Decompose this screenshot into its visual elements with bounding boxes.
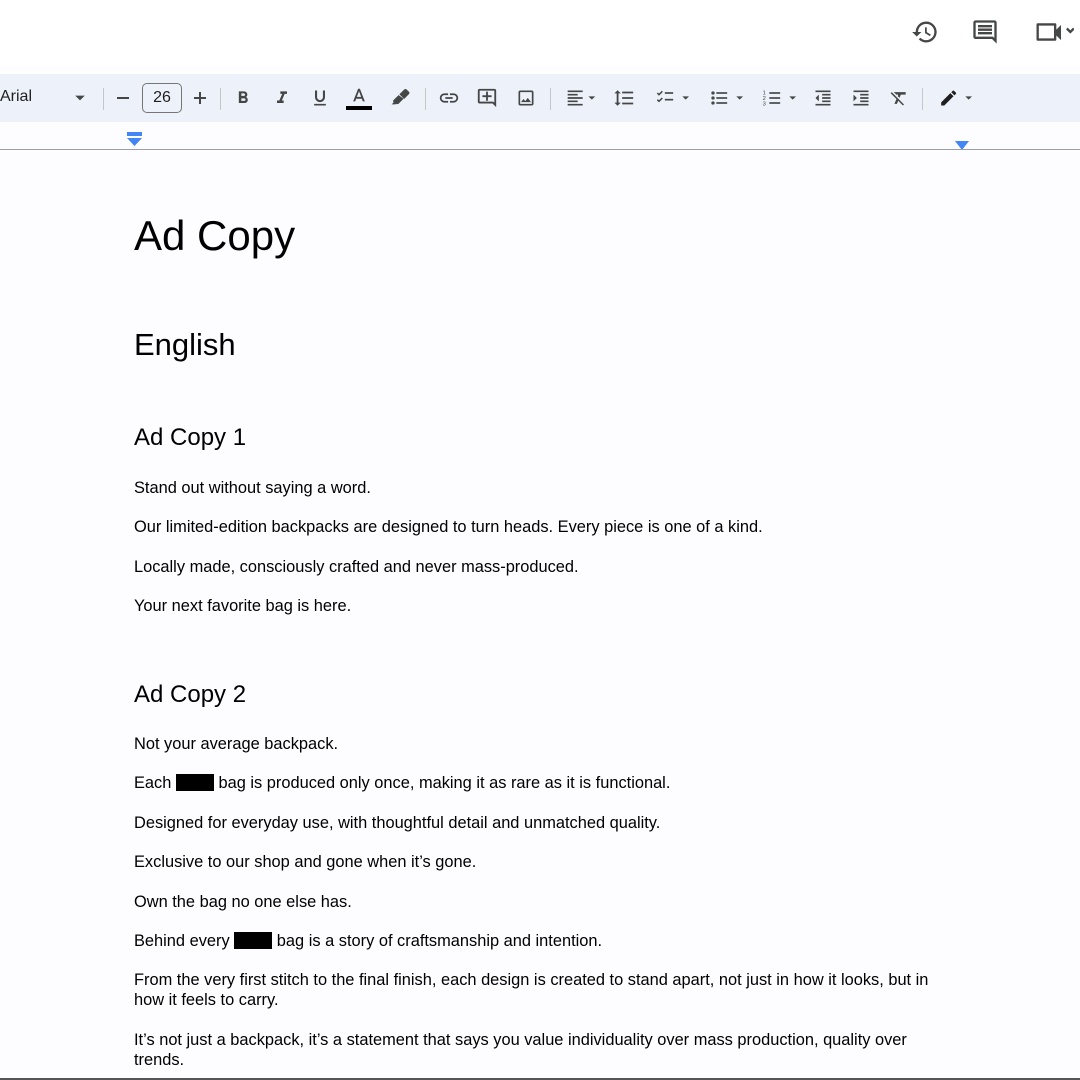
toolbar-divider — [425, 88, 426, 110]
ad1-line-2: Our limited-edition backpacks are designed to turn heads. Every piece is one of a kind. — [134, 518, 763, 536]
font-family-select[interactable]: Arial — [0, 88, 33, 105]
ad-copy-2-heading: Ad Copy 2 — [134, 681, 247, 708]
redaction-block — [176, 774, 214, 791]
toolbar-divider — [103, 88, 104, 110]
ad2-line-6-start: Behind every — [134, 932, 230, 950]
ad2-line-4: Exclusive to our shop and gone when it’s gone. — [134, 853, 477, 871]
ad-copy-1-heading: Ad Copy 1 — [134, 424, 247, 451]
editing-mode-icon[interactable] — [934, 84, 980, 112]
redaction-block — [234, 932, 272, 949]
decrease-indent-icon[interactable] — [811, 84, 835, 112]
ruler — [0, 122, 1080, 152]
ruler-baseline — [0, 149, 1080, 150]
ad2-line-6-end: bag is a story of craftsmanship and intention. — [276, 932, 603, 950]
comment-icon[interactable] — [969, 16, 1001, 48]
right-indent-marker-icon[interactable] — [955, 137, 969, 155]
numbered-list-icon[interactable] — [758, 84, 804, 112]
decrease-font-size-icon[interactable] — [112, 84, 134, 112]
document-title: Ad Copy — [134, 212, 296, 259]
bulleted-list-icon[interactable] — [705, 84, 751, 112]
section-heading-english: English — [134, 327, 236, 362]
font-size-input[interactable]: 26 — [142, 83, 182, 113]
ad2-line-3: Designed for everyday use, with thoughtful detail and unmatched quality. — [134, 814, 661, 832]
history-icon[interactable] — [909, 16, 941, 48]
ad1-line-1: Stand out without saying a word. — [134, 479, 371, 497]
increase-indent-icon[interactable] — [849, 84, 873, 112]
video-call-icon[interactable] — [1034, 16, 1080, 48]
insert-image-icon[interactable] — [514, 84, 538, 112]
ad2-line-5: Own the bag no one else has. — [134, 893, 352, 911]
ad1-line-3: Locally made, consciously crafted and never mass-produced. — [134, 558, 579, 576]
underline-icon[interactable] — [308, 84, 332, 112]
svg-text:1: 1 — [762, 90, 766, 97]
ad2-line-7: From the very first stitch to the final finish, each design is created to stand apart, not just in how it looks, but in how it feels to carry. — [134, 971, 929, 1009]
line-spacing-icon[interactable] — [611, 84, 637, 112]
formatting-toolbar — [0, 74, 1080, 122]
ad2-line-2-start: Each — [134, 774, 172, 792]
insert-link-icon[interactable] — [436, 84, 462, 112]
ad2-line-2-end: bag is produced only once, making it as rare as it is functional. — [218, 774, 671, 792]
align-left-icon[interactable] — [561, 84, 601, 112]
text-color-icon[interactable] — [345, 84, 373, 112]
font-dropdown-arrow-icon[interactable] — [72, 84, 88, 112]
italic-icon[interactable] — [270, 84, 294, 112]
ad2-line-2 — [134, 773, 954, 793]
header-bar — [0, 0, 1080, 66]
ad2-line-1: Not your average backpack. — [134, 735, 339, 753]
highlight-color-icon[interactable] — [388, 84, 412, 112]
toolbar-divider — [220, 88, 221, 110]
increase-font-size-icon[interactable] — [189, 84, 211, 112]
svg-text:3: 3 — [762, 101, 766, 108]
ad2-line-6 — [134, 931, 954, 951]
svg-text:2: 2 — [762, 96, 766, 103]
ad2-line-8: It’s not just a backpack, it’s a statement that says you value individuality over mass production, quality over trends. — [134, 1031, 907, 1069]
bold-icon[interactable] — [231, 84, 255, 112]
clear-formatting-icon[interactable] — [887, 84, 911, 112]
checklist-icon[interactable] — [651, 84, 697, 112]
ad1-line-4: Your next favorite bag is here. — [134, 597, 352, 615]
toolbar-divider — [550, 88, 551, 110]
add-comment-icon[interactable] — [475, 84, 499, 112]
toolbar-divider — [922, 88, 923, 110]
